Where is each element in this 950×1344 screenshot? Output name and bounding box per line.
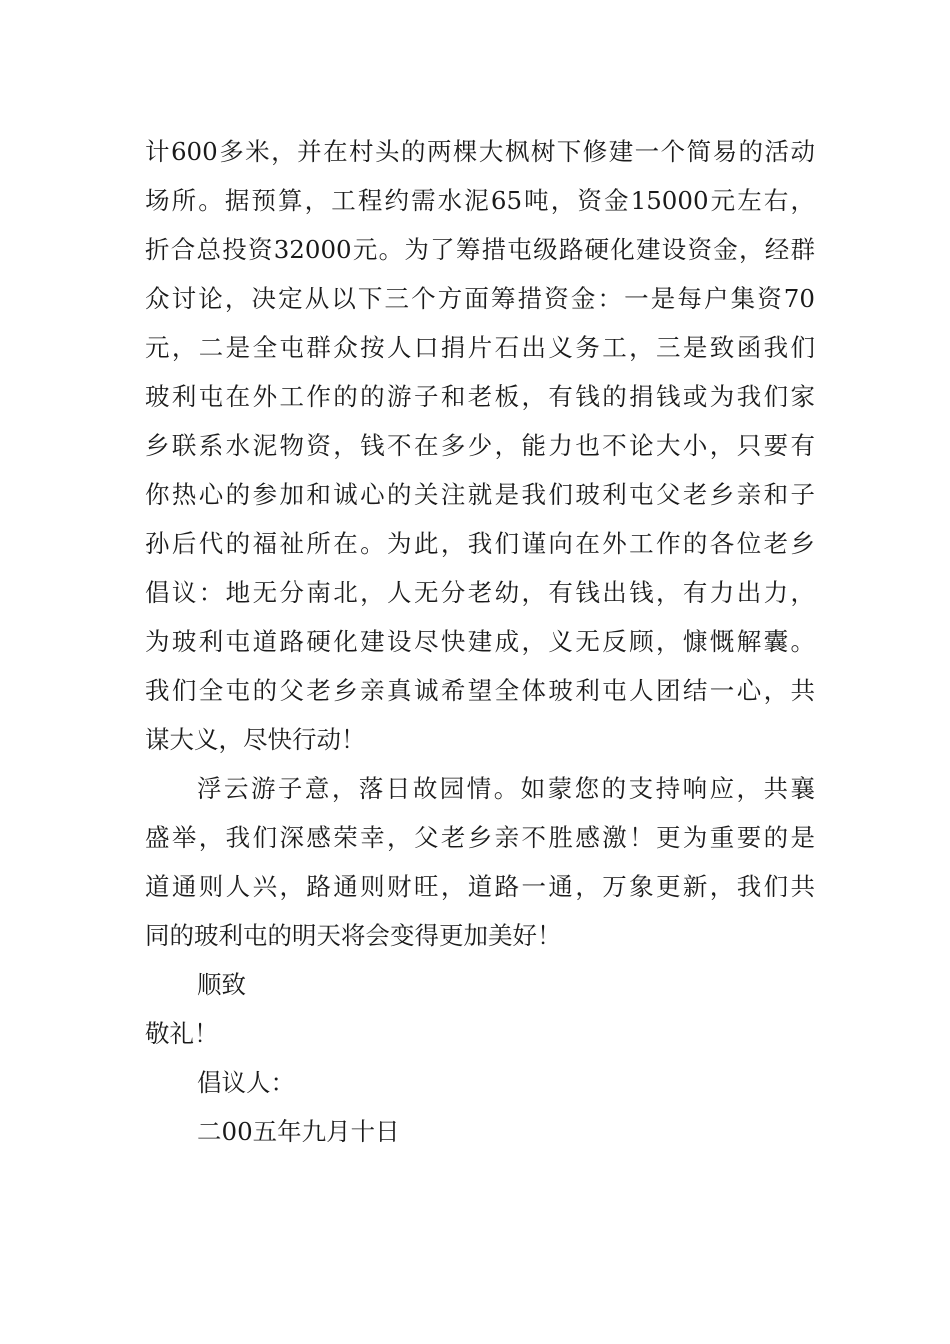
- text-line: 计600多米，并在村头的两棵大枫树下修建一个简易的活动: [145, 137, 815, 166]
- text-line: 为玻利屯道路硬化建设尽快建成，义无反顾，慷慨解囊。: [145, 627, 815, 656]
- text-line: 道通则人兴，路通则财旺，道路一通，万象更新，我们共: [145, 872, 815, 901]
- text-line: 元，二是全屯群众按人口捐片石出义务工，三是致函我们: [145, 333, 815, 362]
- text-line: 孙后代的福祉所在。为此，我们谨向在外工作的各位老乡: [145, 529, 815, 558]
- text-line: 玻利屯在外工作的的游子和老板，有钱的捐钱或为我们家: [145, 382, 815, 411]
- text-line: 同的玻利屯的明天将会变得更加美好！: [145, 921, 562, 950]
- text-line: 盛举，我们深感荣幸，父老乡亲不胜感激！更为重要的是: [145, 823, 815, 852]
- salutation: 敬礼！: [145, 1019, 219, 1048]
- paragraph-funding: [145, 127, 815, 764]
- text-line: 场所。据预算，工程约需水泥65吨，资金15000元左右，: [145, 186, 815, 215]
- text-line: 众讨论，决定从以下三个方面筹措资金：一是每户集资70: [145, 284, 815, 313]
- letter-body: [145, 127, 815, 1156]
- text-line: 倡议：地无分南北，人无分老幼，有钱出钱，有力出力，: [145, 578, 815, 607]
- closing-phrase: 顺致: [197, 970, 246, 999]
- text-line: 我们全屯的父老乡亲真诚希望全体玻利屯人团结一心，共: [145, 676, 815, 705]
- text-line: 折合总投资32000元。为了筹措屯级路硬化建设资金，经群: [145, 235, 815, 264]
- text-line: 乡联系水泥物资，钱不在多少，能力也不论大小，只要有: [145, 431, 815, 460]
- letter-date: 二00五年九月十日: [197, 1117, 400, 1146]
- paragraph-appeal: [145, 764, 815, 960]
- text-line: 你热心的参加和诚心的关注就是我们玻利屯父老乡亲和子: [145, 480, 815, 509]
- text-line: 谋大义，尽快行动！: [145, 725, 366, 754]
- text-line: 浮云游子意，落日故园情。如蒙您的支持响应，共襄: [197, 774, 815, 803]
- proposer-label: 倡议人：: [197, 1068, 295, 1097]
